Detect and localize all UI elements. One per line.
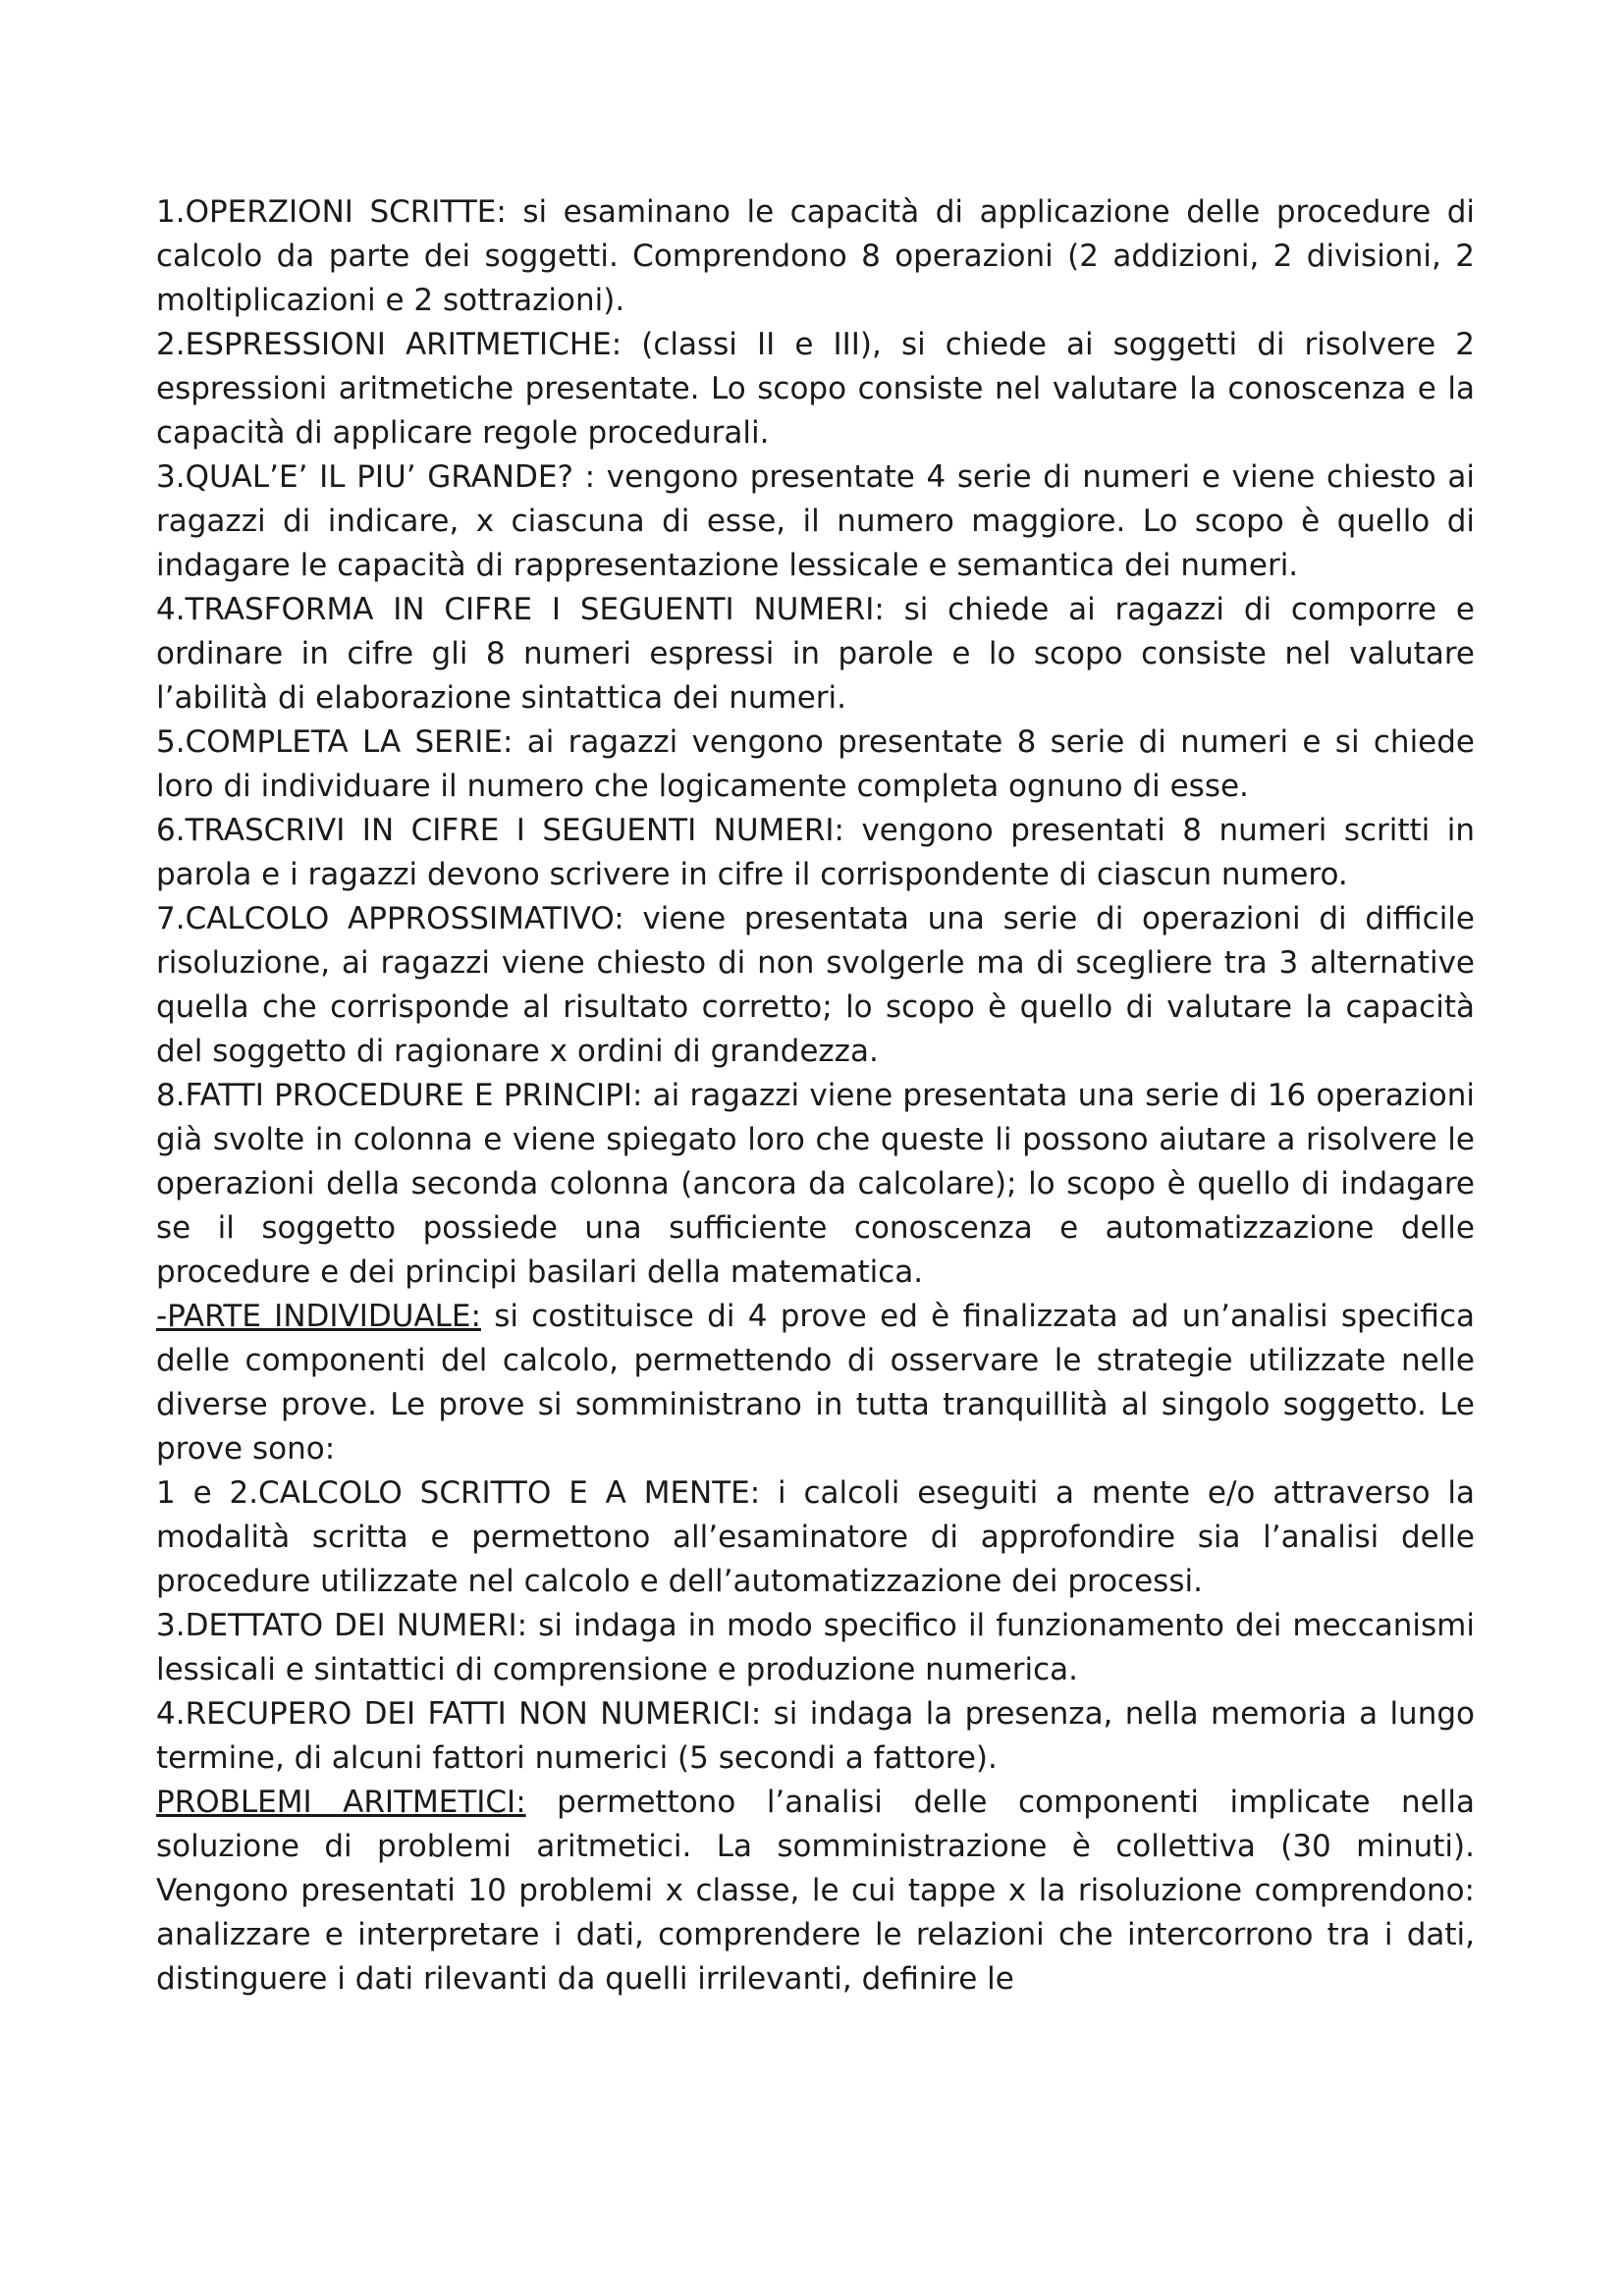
paragraph-text: 8.FATTI PROCEDURE E PRINCIPI: ai ragazzi viene presentata una serie di 16 operazioni già svolte in colonna e viene spiegato loro che queste li possono aiutare a risolvere le operazioni della seconda colonna (ancora da calcolare); lo scopo è quello di indagare se il soggetto possiede una sufficiente conoscenza e automatizzazione delle procedure e dei principi basilari della matematica.	[156, 1078, 1475, 1290]
section-heading-problemi-aritmetici: PROBLEMI ARITMETICI:	[156, 1785, 526, 1820]
paragraph-qual-e-il-piu-grande	[156, 455, 1475, 588]
paragraph-calcolo-scritto-mente	[156, 1471, 1475, 1604]
paragraph-text: 4.RECUPERO DEI FATTI NON NUMERICI: si indaga la presenza, nella memoria a lungo termine, di alcuni fattori numerici (5 secondi a fattore).	[156, 1696, 1475, 1776]
paragraph-recupero-dei-fatti	[156, 1692, 1475, 1781]
paragraph-dettato-dei-numeri	[156, 1604, 1475, 1692]
paragraph-text: si costituisce di 4 prove ed è finalizzata ad un’analisi specifica delle componenti del calcolo, permettendo di osservare le strategie utilizzate nelle diverse prove. Le prove si somministrano in tutta tranquillità al singolo soggetto. Le prove sono:	[156, 1299, 1475, 1467]
paragraph-text: 3.QUAL’E’ IL PIU’ GRANDE? : vengono presentate 4 serie di numeri e viene chiesto ai ragazzi di indicare, x ciascuna di esse, il numero maggiore. Lo scopo è quello di indagare le capacità di rappresentazione lessicale e semantica dei numeri.	[156, 459, 1475, 583]
paragraph-text: 1.OPERZIONI SCRITTE: si esaminano le capacità di applicazione delle procedure di calcolo da parte dei soggetti. Comprendono 8 operazioni (2 addizioni, 2 divisioni, 2 moltiplicazioni e 2 sottrazioni).	[156, 194, 1475, 318]
paragraph-text: 5.COMPLETA LA SERIE: ai ragazzi vengono presentate 8 serie di numeri e si chiede loro di individuare il numero che logicamente completa ognuno di esse.	[156, 724, 1475, 804]
paragraph-text: 3.DETTATO DEI NUMERI: si indaga in modo specifico il funzionamento dei meccanismi lessicali e sintattici di comprensione e produzione numerica.	[156, 1608, 1475, 1687]
paragraph-text: 2.ESPRESSIONI ARITMETICHE: (classi II e III), si chiede ai soggetti di risolvere 2 espressioni aritmetiche presentate. Lo scopo consiste nel valutare la conoscenza e la capacità di applicare regole procedurali.	[156, 327, 1475, 451]
paragraph-espressioni-aritmetiche	[156, 323, 1475, 455]
section-heading-parte-individuale: -PARTE INDIVIDUALE:	[156, 1299, 481, 1334]
paragraph-text: 6.TRASCRIVI IN CIFRE I SEGUENTI NUMERI: vengono presentati 8 numeri scritti in parola e i ragazzi devono scrivere in cifre il corrispondente di ciascun numero.	[156, 813, 1475, 892]
paragraph-text: 7.CALCOLO APPROSSIMATIVO: viene presentata una serie di operazioni di difficile risoluzione, ai ragazzi viene chiesto di non svolgerle ma di scegliere tra 3 alternative quella che corrisponde al risultato corretto; lo scopo è quello di valutare la capacità del soggetto di ragionare x ordini di grandezza.	[156, 901, 1475, 1069]
paragraph-trascrivi-in-cifre	[156, 809, 1475, 897]
paragraph-text: 1 e 2.CALCOLO SCRITTO E A MENTE: i calcoli eseguiti a mente e/o attraverso la modalità scritta e permettono all’esaminatore di approfondire sia l’analisi delle procedure utilizzate nel calcolo e dell’automatizzazione dei processi.	[156, 1475, 1475, 1599]
paragraph-text: 4.TRASFORMA IN CIFRE I SEGUENTI NUMERI: si chiede ai ragazzi di comporre e ordinare in cifre gli 8 numeri espressi in parole e lo scopo consiste nel valutare l’abilità di elaborazione sintattica dei numeri.	[156, 592, 1475, 716]
paragraph-completa-la-serie	[156, 721, 1475, 809]
paragraph-operazioni-scritte	[156, 190, 1475, 323]
text-body	[156, 190, 1475, 2002]
paragraph-problemi-aritmetici	[156, 1781, 1475, 2002]
paragraph-trasforma-in-cifre	[156, 588, 1475, 721]
paragraph-calcolo-approssimativo	[156, 897, 1475, 1074]
paragraph-parte-individuale	[156, 1295, 1475, 1471]
paragraph-fatti-procedure-principi	[156, 1074, 1475, 1295]
paragraph-text: permettono l’analisi delle componenti implicate nella soluzione di problemi aritmetici. La somministrazione è collettiva (30 minuti). Vengono presentati 10 problemi x classe, le cui tappe x la risoluzione comprendono: analizzare e interpretare i dati, comprendere le relazioni che intercorrono tra i dati, distinguere i dati rilevanti da quelli irrilevanti, definire le	[156, 1785, 1475, 1997]
